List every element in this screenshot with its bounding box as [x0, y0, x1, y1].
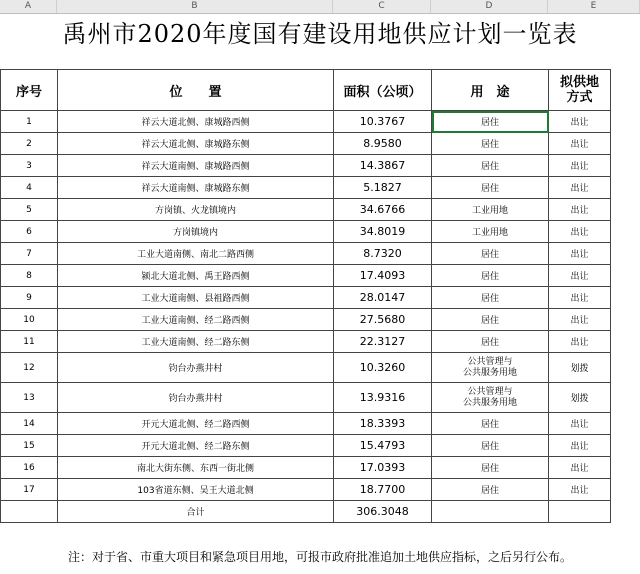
cell-location[interactable]: 方岗镇、火龙镇境内	[58, 199, 334, 221]
cell-area[interactable]: 8.7320	[334, 243, 432, 265]
cell-supply[interactable]: 出让	[549, 177, 611, 199]
cell-area[interactable]: 18.7700	[334, 479, 432, 501]
cell-location[interactable]: 颍北大道北侧、禹王路西侧	[58, 265, 334, 287]
cell-location[interactable]: 祥云大道南侧、康城路东侧	[58, 177, 334, 199]
cell-use[interactable]: 居住	[432, 309, 549, 331]
cell-seq[interactable]: 5	[1, 199, 58, 221]
cell-area[interactable]: 28.0147	[334, 287, 432, 309]
table-header-row	[1, 70, 611, 111]
cell-total-area[interactable]: 306.3048	[334, 501, 432, 523]
cell-supply[interactable]: 出让	[549, 243, 611, 265]
cell-location[interactable]: 钧台办燕井村	[58, 353, 334, 383]
cell-use[interactable]: 居住	[432, 243, 549, 265]
cell-use-line2: 公共服务用地	[462, 397, 517, 408]
cell-supply[interactable]: 出让	[549, 133, 611, 155]
cell-use-line1: 公共管理与	[467, 386, 513, 397]
cell-area[interactable]: 5.1827	[334, 177, 432, 199]
cell-location[interactable]: 开元大道北侧、经二路东侧	[58, 435, 334, 457]
cell-area[interactable]: 22.3127	[334, 331, 432, 353]
table-row	[1, 383, 611, 413]
cell-seq[interactable]: 9	[1, 287, 58, 309]
cell-supply[interactable]: 出让	[549, 265, 611, 287]
header-location[interactable]: 位 置	[58, 70, 334, 111]
cell-location[interactable]: 祥云大道北侧、康城路东侧	[58, 133, 334, 155]
table-row	[1, 435, 611, 457]
cell-use[interactable]: 工业用地	[432, 199, 549, 221]
cell-location[interactable]: 南北大街东侧、东西一街北侧	[58, 457, 334, 479]
cell-supply[interactable]: 出让	[549, 309, 611, 331]
cell-location[interactable]: 工业大道南侧、经二路西侧	[58, 309, 334, 331]
cell-supply[interactable]: 划拨	[549, 353, 611, 383]
cell-use[interactable]	[432, 383, 549, 413]
cell-area[interactable]: 17.0393	[334, 457, 432, 479]
cell-area[interactable]: 10.3260	[334, 353, 432, 383]
cell-seq[interactable]: 1	[1, 111, 58, 133]
cell-location[interactable]: 开元大道北侧、经二路西侧	[58, 413, 334, 435]
cell-total-label[interactable]: 合计	[58, 501, 334, 523]
column-header-d[interactable]: D	[431, 0, 548, 13]
cell-area[interactable]: 14.3867	[334, 155, 432, 177]
cell-seq[interactable]: 13	[1, 383, 58, 413]
cell-area[interactable]: 13.9316	[334, 383, 432, 413]
cell-supply[interactable]: 出让	[549, 111, 611, 133]
cell-area[interactable]: 34.8019	[334, 221, 432, 243]
cell-use[interactable]: 居住	[432, 177, 549, 199]
header-supply-line1: 拟供地	[559, 75, 599, 90]
cell-use[interactable]: 工业用地	[432, 221, 549, 243]
cell-seq[interactable]: 4	[1, 177, 58, 199]
cell-supply[interactable]: 出让	[549, 435, 611, 457]
cell-area[interactable]: 27.5680	[334, 309, 432, 331]
table-row	[1, 287, 611, 309]
cell-supply[interactable]: 出让	[549, 331, 611, 353]
cell-empty[interactable]	[549, 501, 611, 523]
column-header-bar	[0, 0, 640, 14]
cell-supply[interactable]: 出让	[549, 457, 611, 479]
cell-location[interactable]: 工业大道南侧、经二路东侧	[58, 331, 334, 353]
table-row	[1, 243, 611, 265]
cell-area[interactable]: 34.6766	[334, 199, 432, 221]
table-row	[1, 155, 611, 177]
cell-supply[interactable]: 出让	[549, 221, 611, 243]
table-row	[1, 221, 611, 243]
cell-use[interactable]: 居住	[432, 479, 549, 501]
cell-supply[interactable]: 划拨	[549, 383, 611, 413]
table-row	[1, 457, 611, 479]
cell-seq[interactable]: 7	[1, 243, 58, 265]
table-row	[1, 133, 611, 155]
cell-supply[interactable]: 出让	[549, 479, 611, 501]
cell-seq[interactable]: 2	[1, 133, 58, 155]
column-header-a[interactable]: A	[0, 0, 57, 13]
cell-seq[interactable]: 8	[1, 265, 58, 287]
cell-supply[interactable]: 出让	[549, 413, 611, 435]
cell-supply[interactable]: 出让	[549, 287, 611, 309]
cell-seq[interactable]: 11	[1, 331, 58, 353]
cell-location[interactable]: 工业大道南侧、南北二路西侧	[58, 243, 334, 265]
cell-use[interactable]: 居住	[432, 331, 549, 353]
table-row	[1, 177, 611, 199]
table-row	[1, 265, 611, 287]
cell-use[interactable]: 居住	[432, 457, 549, 479]
cell-use-line2: 公共服务用地	[462, 367, 517, 378]
cell-seq[interactable]: 10	[1, 309, 58, 331]
cell-empty[interactable]	[432, 501, 549, 523]
table-row	[1, 413, 611, 435]
header-supply-line2: 方式	[566, 90, 593, 105]
cell-location[interactable]: 祥云大道南侧、康城路西侧	[58, 155, 334, 177]
table-total-row	[1, 501, 611, 523]
table-row	[1, 331, 611, 353]
cell-seq[interactable]: 17	[1, 479, 58, 501]
footnote[interactable]: 注：对于省、市重大项目和紧急项目用地，可报市政府批准追加土地供应指标，之后另行公布。	[67, 550, 572, 564]
column-header-c[interactable]: C	[333, 0, 431, 13]
cell-location[interactable]: 工业大道南侧、县祖路西侧	[58, 287, 334, 309]
cell-area[interactable]: 8.9580	[334, 133, 432, 155]
empty-column-area	[612, 69, 640, 545]
cell-use-line1: 公共管理与	[467, 356, 513, 367]
column-header-b[interactable]: B	[57, 0, 333, 13]
table-row	[1, 111, 611, 133]
cell-use[interactable]: 居住	[432, 287, 549, 309]
cell-use[interactable]	[432, 353, 549, 383]
header-supply-method[interactable]	[549, 70, 611, 111]
cell-seq[interactable]: 12	[1, 353, 58, 383]
cell-location[interactable]: 103省道东侧、吴王大道北侧	[58, 479, 334, 501]
cell-use[interactable]: 居住	[432, 265, 549, 287]
header-seq[interactable]: 序号	[1, 70, 58, 111]
cell-use[interactable]: 居住	[432, 155, 549, 177]
cell-seq[interactable]: 14	[1, 413, 58, 435]
table-row	[1, 199, 611, 221]
table-row	[1, 353, 611, 383]
cell-use-selected[interactable]: 居住	[432, 111, 549, 133]
cell-use[interactable]: 居住	[432, 133, 549, 155]
cell-supply[interactable]: 出让	[549, 199, 611, 221]
cell-area[interactable]: 15.4793	[334, 435, 432, 457]
cell-seq[interactable]: 15	[1, 435, 58, 457]
table-row	[1, 479, 611, 501]
table-row	[1, 309, 611, 331]
cell-empty[interactable]	[1, 501, 58, 523]
cell-use[interactable]: 居住	[432, 413, 549, 435]
cell-area[interactable]: 17.4093	[334, 265, 432, 287]
cell-seq[interactable]: 16	[1, 457, 58, 479]
header-area[interactable]: 面积（公顷）	[334, 70, 432, 111]
cell-location[interactable]: 方岗镇境内	[58, 221, 334, 243]
land-supply-table	[0, 69, 611, 523]
cell-use[interactable]: 居住	[432, 435, 549, 457]
cell-supply[interactable]: 出让	[549, 155, 611, 177]
column-header-e[interactable]: E	[548, 0, 640, 13]
cell-location[interactable]: 钧台办燕井村	[58, 383, 334, 413]
cell-seq[interactable]: 6	[1, 221, 58, 243]
header-use[interactable]: 用 途	[432, 70, 549, 111]
cell-area[interactable]: 18.3393	[334, 413, 432, 435]
sheet-title[interactable]: 禹州市2020年度国有建设用地供应计划一览表	[62, 20, 578, 48]
cell-area[interactable]: 10.3767	[334, 111, 432, 133]
cell-location[interactable]: 祥云大道北侧、康城路西侧	[58, 111, 334, 133]
cell-seq[interactable]: 3	[1, 155, 58, 177]
